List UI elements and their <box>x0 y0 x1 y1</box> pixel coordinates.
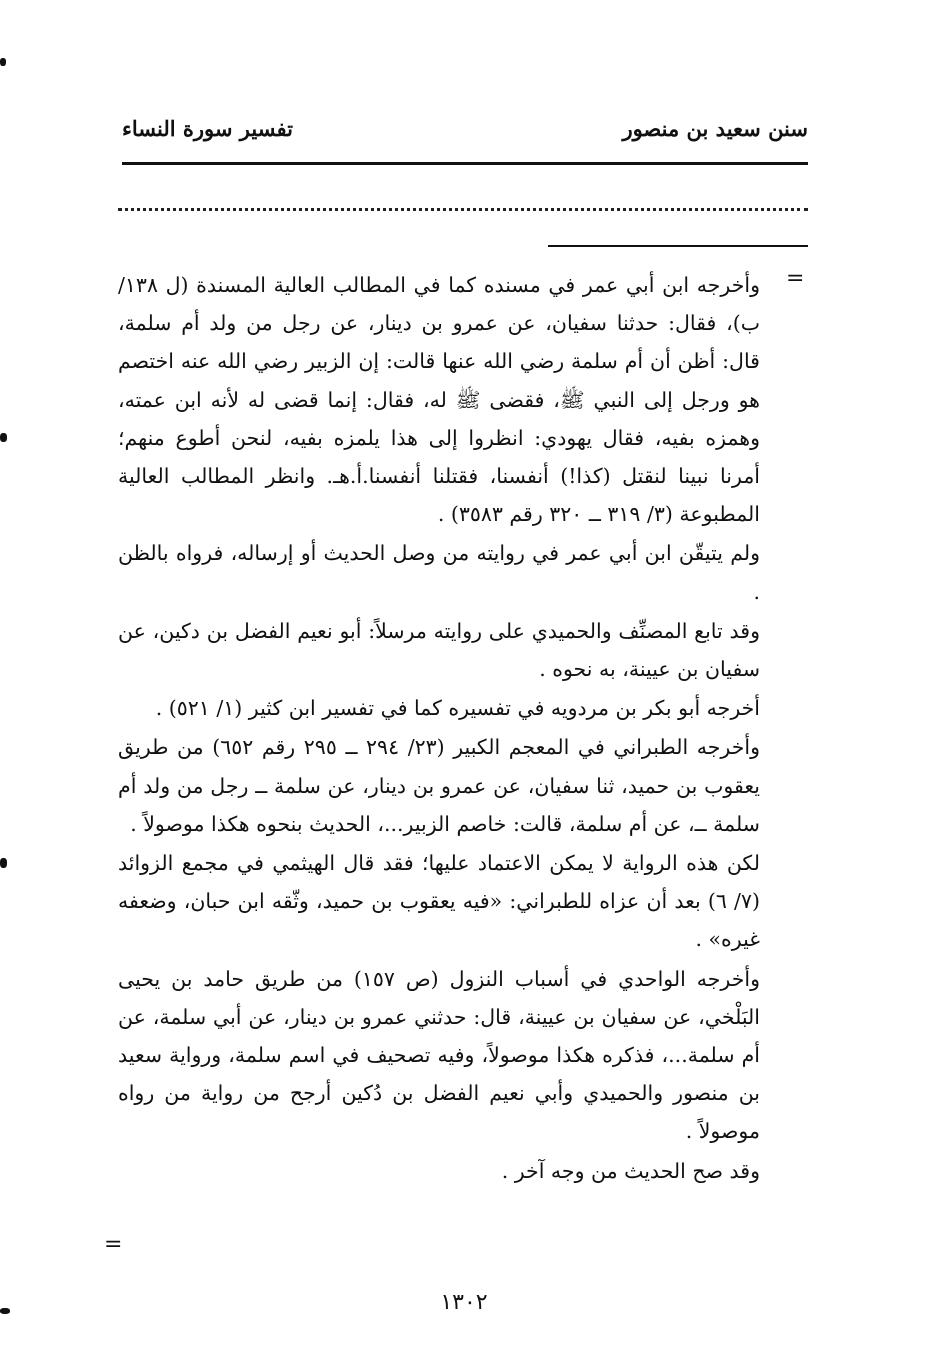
page-number: ١٣٠٢ <box>440 1290 488 1315</box>
footnote-rule <box>548 245 808 247</box>
continuation-mark-top: = <box>786 266 805 291</box>
dotted-separator <box>118 208 808 211</box>
running-header-book-title: سنن سعيد بن منصور <box>622 116 808 141</box>
paragraph: لكن هذه الرواية لا يمكن الاعتماد عليها؛ فقد قال الهيثمي في مجمع الزوائد (٧/ ٦) بعد أن عزاه للطبراني: «فيه يعقوب بن حميد، وثّقه ابن حبان، وضعفه غيره» . <box>118 851 760 952</box>
scan-speck <box>0 858 7 868</box>
paragraph: وقد تابع المصنِّف والحميدي على روايته مرسلاً: أبو نعيم الفضل بن دكين، عن سفيان بن عيينة، به نحوه . <box>118 618 760 682</box>
continuation-mark-bottom: = <box>104 1232 123 1257</box>
header-rule <box>122 162 808 165</box>
running-header-section-title: تفسير سورة النساء <box>122 116 293 141</box>
paragraph: وأخرجه الواحدي في أسباب النزول (ص ١٥٧) من طريق حامد بن يحيى البَلْخي، عن سفيان بن عيينة، قال: حدثني عمرو بن دينار، عن أبي سلمة، عن أم سلمة...، فذكره هكذا موصولاً، وفيه تصحيف في اسم سلمة، ورواية سعيد بن منصور والحميدي وأبي نعيم الفضل بن دُكين أرجح من رواية من رواه موصولاً . <box>118 966 760 1144</box>
paragraph: وقد صح الحديث من وجه آخر . <box>501 1158 760 1183</box>
footnote-body <box>118 266 760 1190</box>
scan-speck <box>0 58 6 66</box>
paragraph: وأخرجه ابن أبي عمر في مسنده كما في المطالب العالية المسندة (ل ١٣٨/ ب)، فقال: حدثنا سفيان، عن عمرو بن دينار، عن رجل من ولد أم سلمة، قال: أظن أن أم سلمة رضي الله عنها قالت: إن الزبير رضي الله عنه اختصم هو ورجل إلى النبي ﷺ، فقضى ﷺ له، فقال: إنما قضى له لأنه ابن عمته، وهمزه بفيه، فقال يهودي: انظروا إلى هذا يلمزه بفيه، لنحن أطوع منهم؛ أمرنا نبينا لنقتل (كذا!) أنفسنا، فقتلنا أنفسنا.أ.هـ. وانظر المطالب العالية المطبوعة (٣/ ٣١٩ ــ ٣٢٠ رقم ٣٥٨٣) . <box>118 273 760 527</box>
scan-speck <box>0 433 7 442</box>
paragraph: ولم يتيقّن ابن أبي عمر في روايته من وصل الحديث أو إرساله، فرواه بالظن . <box>118 541 760 604</box>
paragraph: وأخرجه الطبراني في المعجم الكبير (٢٣/ ٢٩٤ ــ ٢٩٥ رقم ٦٥٢) من طريق يعقوب بن حميد، ثنا سفيان، عن عمرو بن دينار، عن سلمة ــ رجل من ولد أم سلمة ــ، عن أم سلمة، قالت: خاصم الزبير...، الحديث بنحوه هكذا موصولاً . <box>118 735 760 836</box>
paragraph: أخرجه أبو بكر بن مردويه في تفسيره كما في تفسير ابن كثير (١/ ٥٢١) . <box>155 696 760 721</box>
